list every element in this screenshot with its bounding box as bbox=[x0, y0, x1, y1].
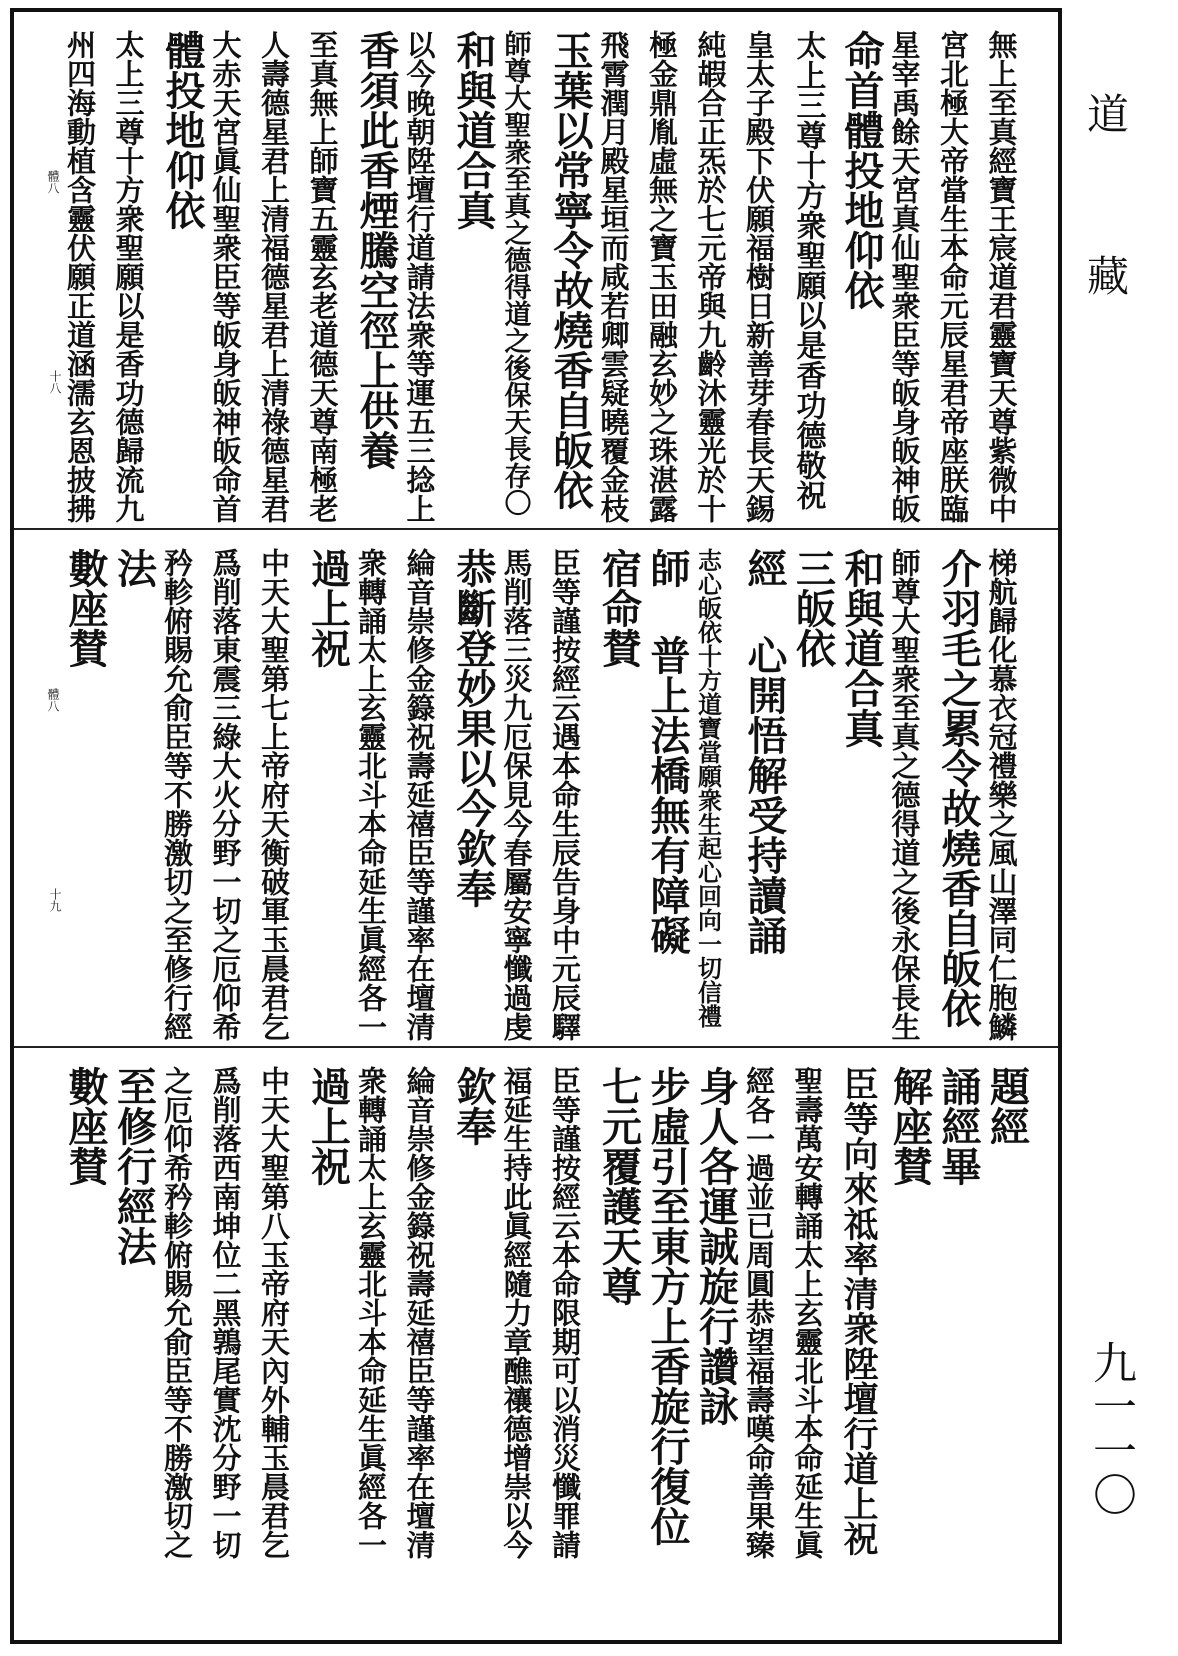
text-column: 宿命賛 bbox=[595, 548, 643, 668]
text-column: 臣等向來祗率清衆陞壇行道上祝 bbox=[838, 1066, 879, 1556]
text-column: 馬削落三災九厄保見今春屬安寧懺過虔 bbox=[499, 548, 534, 1041]
text-column: 之厄仰希矜軫俯賜允俞臣等不勝激切之 bbox=[160, 1066, 194, 1559]
text-column: 經各一過並已周圓恭望福壽嘆命善果臻 bbox=[742, 1066, 776, 1559]
text-column: 綸音崇修金籙祝壽延禧臣等謹率在壇清 bbox=[402, 548, 437, 1041]
text-column: 數座賛 bbox=[62, 1066, 109, 1186]
margin-note: 十九 bbox=[48, 888, 62, 912]
text-column: 以今晚朝陞壇行道請法衆等運五三捻上 bbox=[402, 30, 437, 523]
text-column: 玉葉以常寧令故燒香自皈依 bbox=[547, 30, 594, 510]
text-column: 臣等謹按經云遇本命生辰告身中元辰驛 bbox=[548, 548, 582, 1041]
text-column: 太上三尊十方衆聖願以是香功德敬祝 bbox=[790, 30, 826, 510]
text-column: 三皈依 bbox=[789, 548, 837, 668]
text-column: 過上祝 bbox=[304, 1066, 352, 1186]
text-column: 解座賛 bbox=[886, 1066, 934, 1186]
text-column: 師尊大聖衆至真之德得道之後保天長存〇 bbox=[499, 30, 531, 516]
text-column: 誦經畢 bbox=[935, 1066, 982, 1186]
text-column: 衆轉誦太上玄靈北斗本命延生眞經各一 bbox=[354, 1066, 388, 1559]
text-column: 爲削落西南坤位二黑鶉尾實沈分野一切 bbox=[208, 1066, 243, 1559]
text-column: 師 普上法橋無有障礙 bbox=[644, 548, 691, 955]
text-column: 命首體投地仰依 bbox=[838, 30, 885, 310]
text-column: 聖壽萬安轉誦太上玄靈北斗本命延生眞 bbox=[790, 1066, 825, 1559]
text-column: 至真無上師寶五靈玄老道德天尊南極老 bbox=[305, 30, 340, 523]
text-column: 爲削落東震三綠大火分野一切之厄仰希 bbox=[208, 548, 243, 1041]
text-column: 志心皈依十方道寶當願衆生起心回向一切信禮 bbox=[693, 548, 723, 1028]
text-column: 中天大聖第八玉帝府天內外輔玉晨君乞 bbox=[257, 1066, 291, 1559]
text-column: 法 bbox=[110, 548, 158, 588]
text-column: 恭斷登妙果以今欽奉 bbox=[450, 548, 497, 908]
text-column: 衆轉誦太上玄靈北斗本命延生眞經各一 bbox=[354, 548, 388, 1041]
section-divider-1 bbox=[14, 528, 1058, 530]
text-column: 飛霄潤月殿星垣而咸若卿雲疑曉覆金枝 bbox=[596, 30, 631, 523]
text-column: 福延生持此眞經隨力章醮禳德增崇以今 bbox=[499, 1066, 534, 1559]
section-divider-2 bbox=[14, 1046, 1058, 1048]
text-column: 大赤天宮眞仙聖衆臣等皈身皈神皈命首 bbox=[208, 30, 243, 523]
text-column: 香須此香煙騰空徑上供養 bbox=[353, 30, 400, 470]
text-column: 數座賛 bbox=[62, 548, 109, 668]
margin-note: 體八 bbox=[46, 170, 60, 194]
page-number: 九一一〇 bbox=[1085, 1340, 1136, 1516]
text-column: 人壽德星君上清福德星君上清祿德星君 bbox=[257, 30, 291, 523]
text-column: 經 心開悟解受持讀誦 bbox=[741, 548, 788, 955]
text-column: 宮北極大帝當生本命元辰星君帝座朕臨 bbox=[936, 30, 970, 523]
text-column: 梯航歸化慕衣冠禮樂之風山澤同仁胞鱗 bbox=[984, 548, 1019, 1041]
text-column: 題經 bbox=[983, 1066, 1031, 1146]
text-column: 過上祝 bbox=[304, 548, 352, 668]
text-column: 步虛引至東方上香旋行復位 bbox=[644, 1066, 691, 1546]
text-column: 太上三尊十方衆聖願以是香功德歸流九 bbox=[111, 30, 146, 523]
text-column: 極金鼎胤虛無之寶玉田融玄妙之珠湛露 bbox=[645, 30, 679, 523]
text-column: 臣等謹按經云本命限期可以消災懺罪請 bbox=[548, 1066, 582, 1559]
text-column: 七元覆護天尊 bbox=[595, 1066, 643, 1306]
margin-note: 體八 bbox=[46, 688, 60, 712]
text-column: 皇太子殿下伏願福樹日新善芽春長天錫 bbox=[742, 30, 776, 523]
text-column: 無上至真經寶王宸道君靈寶天尊紫微中 bbox=[984, 30, 1019, 523]
margin-note: 十八 bbox=[48, 370, 62, 394]
text-column: 介羽毛之累令故燒香自皈依 bbox=[935, 548, 982, 1028]
text-column: 欽奉 bbox=[450, 1066, 497, 1146]
text-column: 星宰禹餘天宮真仙聖衆臣等皈身皈神皈 bbox=[887, 30, 922, 523]
text-column: 矜軫俯賜允俞臣等不勝激切之至修行經 bbox=[160, 548, 194, 1041]
side-title: 道藏 bbox=[1081, 92, 1130, 416]
text-column: 身人各運誠旋行讚詠 bbox=[692, 1066, 740, 1426]
text-column: 純嘏合正炁於七元帝與九齡沐靈光於十 bbox=[693, 30, 728, 523]
text-column: 和與道合真 bbox=[838, 548, 885, 748]
text-column: 州四海動植含靈伏願正道涵濡玄恩披拂 bbox=[63, 30, 97, 523]
text-column: 師尊大聖衆至真之德得道之後永保長生 bbox=[887, 548, 922, 1041]
text-column: 至修行經法 bbox=[110, 1066, 158, 1266]
text-column: 和與道合真 bbox=[450, 30, 497, 230]
text-column: 綸音崇修金籙祝壽延禧臣等謹率在壇清 bbox=[402, 1066, 437, 1559]
text-column: 中天大聖第七上帝府天衡破軍玉晨君乞 bbox=[257, 548, 291, 1041]
text-column: 體投地仰依 bbox=[159, 30, 206, 230]
